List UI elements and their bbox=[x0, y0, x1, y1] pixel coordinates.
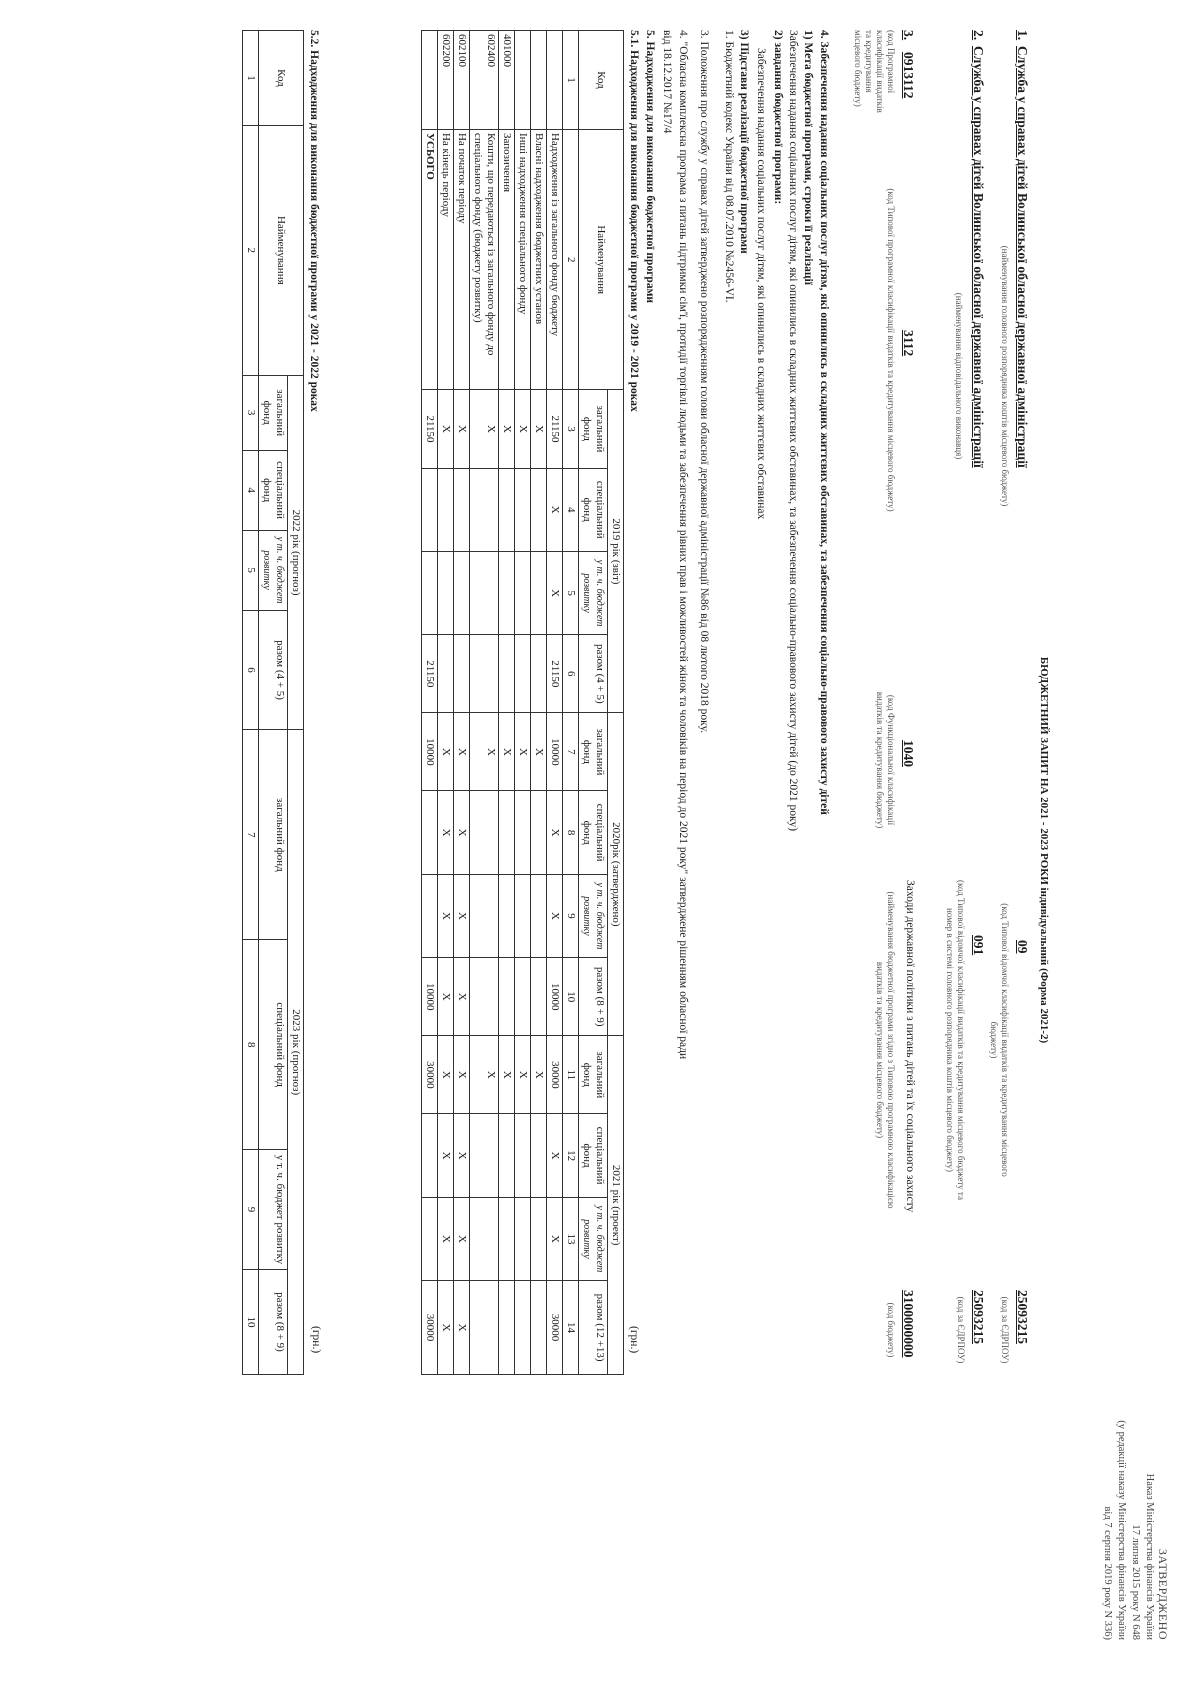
table-cell: X bbox=[454, 874, 470, 957]
section-4-heading: 4. Забезпечення надання соціальних послуг дітям, які опинились в складних життєвих обставинах, та забезпечення соціально-правового захисту дітей bbox=[818, 30, 830, 815]
line-2-code-caption: (код Типової відомчої класифікації видатків та кредитування місцевого бюджету та номер в системі головного розпорядника коштів місцевого бюджету) bbox=[945, 880, 966, 1200]
col-num: 4 bbox=[243, 450, 259, 530]
table-cell: X bbox=[438, 1197, 454, 1280]
line-1 bbox=[990, 30, 1030, 1670]
table-row bbox=[515, 31, 531, 1375]
sub-header-special: спеціальний фонд bbox=[259, 450, 288, 530]
col-num: 5 bbox=[243, 530, 259, 610]
line-3-func-code: 1040 bbox=[901, 740, 916, 767]
line-1-edrpou: 25093215 bbox=[1015, 1290, 1030, 1344]
col-header-2019: 2019 рік (звіт) bbox=[608, 390, 624, 713]
table-cell: X bbox=[499, 713, 515, 791]
table-cell: 10000 bbox=[422, 713, 438, 791]
table-cell bbox=[531, 1281, 547, 1375]
basis-item: 3. Положення про службу у справах дітей затверджено розпорядженням голови обласної державної адміністрації №86 від 08 лютого 2018 року. bbox=[698, 30, 710, 734]
table-cell bbox=[470, 1281, 499, 1375]
table-cell bbox=[531, 635, 547, 713]
table-row bbox=[547, 31, 563, 1375]
col-num: 3 bbox=[563, 390, 579, 468]
sub-header-special: спеціальний фонд bbox=[259, 940, 288, 1150]
table-cell bbox=[499, 791, 515, 874]
sub-header-dev: у т. ч. бюджет розвитку bbox=[579, 874, 608, 957]
table-cell: X bbox=[547, 1114, 563, 1197]
sub-header-dev: у т. ч. бюджет розвитку bbox=[579, 1197, 608, 1280]
table-cell bbox=[531, 874, 547, 957]
table-cell: X bbox=[515, 390, 531, 468]
table-cell bbox=[470, 635, 499, 713]
sub-header-sum: разом (8 + 9) bbox=[259, 1270, 288, 1375]
table-cell: X bbox=[547, 874, 563, 957]
line-3-name: Заходи державної політики з питань дітей та їх соціального захисту bbox=[904, 880, 916, 1213]
col-num: 3 bbox=[243, 375, 259, 450]
approval-line: (у редакції наказу Міністерства фінансів України bbox=[1116, 1420, 1127, 1640]
sub-header-general: загальний фонд bbox=[259, 730, 288, 940]
table-cell bbox=[531, 468, 547, 551]
table-cell bbox=[470, 1114, 499, 1197]
line-3-budget-code: 3100000000 bbox=[901, 1290, 916, 1358]
row-code bbox=[515, 31, 531, 130]
table-cell bbox=[470, 958, 499, 1036]
table-cell bbox=[470, 468, 499, 551]
sub-header-special: спеціальний фонд bbox=[579, 791, 608, 874]
table-cell: X bbox=[438, 390, 454, 468]
sub-header-special: спеціальний фонд bbox=[579, 1114, 608, 1197]
col-header-2023: 2023 рік (прогноз) bbox=[288, 730, 304, 1375]
table-cell: X bbox=[438, 1114, 454, 1197]
table-cell bbox=[454, 635, 470, 713]
row-name: Власні надходження бюджетних установ bbox=[531, 129, 547, 389]
unit-label: (грн.) bbox=[628, 1326, 640, 1354]
sub-header-general: загальний фонд bbox=[259, 375, 288, 450]
line-2-num: 2. bbox=[971, 30, 986, 41]
col-header-2021: 2021 рік (проект) bbox=[608, 1036, 624, 1375]
table-cell bbox=[531, 791, 547, 874]
table-cell: 21150 bbox=[422, 390, 438, 468]
row-name: На початок періоду bbox=[454, 129, 470, 389]
table-cell: X bbox=[454, 1114, 470, 1197]
col-num: 1 bbox=[243, 31, 259, 126]
table-cell: X bbox=[438, 1036, 454, 1114]
table-row bbox=[499, 31, 515, 1375]
table-cell: 30000 bbox=[422, 1036, 438, 1114]
table-cell: X bbox=[547, 551, 563, 634]
table-cell bbox=[515, 1197, 531, 1280]
table-cell bbox=[422, 468, 438, 551]
table-cell bbox=[499, 468, 515, 551]
row-code bbox=[531, 31, 547, 130]
row-code: 602200 bbox=[438, 31, 454, 130]
table-cell bbox=[499, 551, 515, 634]
table-cell bbox=[499, 958, 515, 1036]
table-cell: X bbox=[515, 1036, 531, 1114]
line-1-edrpou-caption: (код за ЄДРПОУ) bbox=[1000, 1296, 1010, 1364]
table-cell bbox=[499, 1197, 515, 1280]
col-num: 2 bbox=[563, 129, 579, 389]
table-cell bbox=[515, 1281, 531, 1375]
table-cell: X bbox=[547, 1197, 563, 1280]
table-cell: X bbox=[454, 1036, 470, 1114]
table-cell: X bbox=[454, 1197, 470, 1280]
section-4-goal-heading: 1) Мета бюджетної програми, строки її реалізації bbox=[802, 30, 814, 285]
row-code: 401000 bbox=[499, 31, 515, 130]
section-4-tasks-heading: 2) завдання бюджетної програми: bbox=[772, 30, 784, 205]
income-table-2019-2021 bbox=[421, 30, 624, 1375]
col-header-2020: 2020рік (затверджено) bbox=[608, 713, 624, 1036]
table-cell bbox=[515, 874, 531, 957]
table-cell: X bbox=[454, 958, 470, 1036]
table-cell: X bbox=[470, 390, 499, 468]
col-num: 6 bbox=[563, 635, 579, 713]
col-num: 2 bbox=[243, 125, 259, 375]
table-cell: X bbox=[531, 1036, 547, 1114]
line-2-code: 091 bbox=[971, 935, 986, 956]
table-cell bbox=[515, 635, 531, 713]
table-cell: X bbox=[454, 390, 470, 468]
table-row bbox=[438, 31, 454, 1375]
table-cell bbox=[422, 791, 438, 874]
column-number-row bbox=[563, 31, 579, 1375]
table-cell: 10000 bbox=[422, 958, 438, 1036]
table-cell: X bbox=[454, 1281, 470, 1375]
section-5-1-heading: 5.1. Надходження для виконання бюджетної програми у 2019 - 2021 роках bbox=[628, 30, 640, 412]
row-code: 602400 bbox=[470, 31, 499, 130]
sub-header-general: загальний фонд bbox=[579, 390, 608, 468]
table-cell bbox=[515, 551, 531, 634]
table-cell bbox=[470, 1197, 499, 1280]
table-cell bbox=[470, 874, 499, 957]
table-cell: X bbox=[454, 791, 470, 874]
table-cell bbox=[499, 635, 515, 713]
section-5-2-heading: 5.2. Надходження для виконання бюджетної програми у 2021 - 2022 роках bbox=[308, 30, 320, 412]
basis-item: 4. "Обласна комплексна програма з питань підтримки сім'ї, протидії торгівлі людьми та забезпечення рівних прав і можливостей жінок та чоловіків на період до 2021 року" затверджене рішенням обласної ради bbox=[677, 30, 689, 1060]
line-1-name-caption: (найменування головного розпорядника коштів місцевого бюджету) bbox=[1000, 245, 1010, 507]
col-num: 4 bbox=[563, 468, 579, 551]
row-name: Запозичення bbox=[499, 129, 515, 389]
sub-header-sum: разом (8 + 9) bbox=[579, 958, 608, 1036]
row-name: УСЬОГО bbox=[422, 129, 438, 389]
table-row bbox=[470, 31, 499, 1375]
table-cell bbox=[454, 468, 470, 551]
col-header-2022: 2022 рік (прогноз) bbox=[288, 375, 304, 730]
col-num: 10 bbox=[243, 1270, 259, 1375]
table-cell: X bbox=[499, 390, 515, 468]
col-num: 13 bbox=[563, 1197, 579, 1280]
approval-stamp bbox=[1100, 1420, 1170, 1640]
table-cell: X bbox=[531, 713, 547, 791]
row-code bbox=[547, 31, 563, 130]
table-cell bbox=[422, 874, 438, 957]
table-cell: X bbox=[438, 874, 454, 957]
table-cell bbox=[454, 551, 470, 634]
table-cell: X bbox=[499, 1036, 515, 1114]
line-3-name-caption: (найменування бюджетної програми згідно з Типовою програмною класифікацією видатків та кредитування місцевого бюджету) bbox=[875, 891, 896, 1209]
income-table-2021-2022 bbox=[242, 30, 304, 1375]
table-cell: 10000 bbox=[547, 958, 563, 1036]
table-cell: 10000 bbox=[547, 713, 563, 791]
col-num: 1 bbox=[563, 31, 579, 130]
col-header-code: Код bbox=[579, 31, 624, 130]
row-name: Інші надходження спеціального фонду bbox=[515, 129, 531, 389]
sub-header-general: загальний фонд bbox=[579, 713, 608, 791]
col-num: 14 bbox=[563, 1281, 579, 1375]
col-num: 10 bbox=[563, 958, 579, 1036]
table-cell: X bbox=[454, 713, 470, 791]
table-cell: X bbox=[470, 713, 499, 791]
table-cell bbox=[499, 1114, 515, 1197]
table-cell bbox=[531, 958, 547, 1036]
table-cell: X bbox=[470, 1036, 499, 1114]
sub-header-sum: разом (4 + 5) bbox=[579, 635, 608, 713]
line-1-code: 09 bbox=[1015, 940, 1030, 954]
row-name: Кошти, що передаються із загального фонду до спеціального фонду (бюджету розвитку) bbox=[470, 129, 499, 389]
line-1-num: 1. bbox=[1015, 30, 1030, 41]
table-cell bbox=[531, 551, 547, 634]
line-2-edrpou-caption: (код за ЄДРПОУ) bbox=[956, 1296, 966, 1364]
table-cell bbox=[531, 1197, 547, 1280]
line-3-budget-code-caption: (код бюджету) bbox=[886, 1302, 896, 1358]
section-4-tasks-text: Забезпечення надання соціальних послуг дітям, які опинились в складних життєвих обставинах bbox=[755, 48, 767, 520]
table-cell: X bbox=[547, 791, 563, 874]
line-2-name-caption: (найменування відповідального виконавця) bbox=[954, 292, 964, 460]
table-cell: 30000 bbox=[547, 1281, 563, 1375]
line-3-type-code: 3112 bbox=[901, 330, 916, 357]
col-num: 9 bbox=[243, 1150, 259, 1270]
sub-header-dev: у т. ч. бюджет розвитку bbox=[579, 551, 608, 634]
table-cell bbox=[422, 1114, 438, 1197]
sub-header-dev: у т. ч. бюджет розвитку bbox=[259, 530, 288, 610]
col-header-code: Код bbox=[259, 31, 304, 126]
col-num: 8 bbox=[563, 791, 579, 874]
approval-line: від 7 серпня 2019 року N 336) bbox=[1102, 1506, 1113, 1640]
col-num: 7 bbox=[563, 713, 579, 791]
line-2-name: Служба у справах дітей Волинської обласної державної адміністрації bbox=[971, 46, 986, 468]
table-cell bbox=[515, 958, 531, 1036]
col-header-name: Найменування bbox=[259, 125, 304, 375]
line-3-prog-code: 0913112 bbox=[901, 52, 916, 99]
unit-label: (грн.) bbox=[310, 1326, 322, 1354]
line-3 bbox=[846, 30, 916, 1670]
sub-header-sum: разом (12 +13) bbox=[579, 1281, 608, 1375]
row-name: Надходження із загального фонду бюджету bbox=[547, 129, 563, 389]
sub-header-general: загальний фонд bbox=[579, 1036, 608, 1114]
table-row bbox=[454, 31, 470, 1375]
table-cell: 21150 bbox=[547, 635, 563, 713]
line-2-edrpou: 25093215 bbox=[971, 1290, 986, 1344]
table-cell: X bbox=[531, 390, 547, 468]
section-4-goal-text: Забезпечення надання соціальних послуг дітям, які опинились в складних життєвих обставинах, та забезпечення соціально-правового захисту дітей (до 2021 року) bbox=[787, 30, 799, 832]
line-1-name: Служба у справах дітей Волинської обласної державної адміністрації bbox=[1015, 46, 1030, 468]
table-cell bbox=[499, 874, 515, 957]
line-3-type-code-caption: (код Типової програмної класифікації видатків та кредитування місцевого бюджету) bbox=[886, 188, 896, 512]
table-cell: X bbox=[438, 713, 454, 791]
approval-line: 17 липня 2015 року N 648 bbox=[1130, 1524, 1141, 1640]
line-3-func-code-caption: (код Функціональної класифікації видатків та кредитування бюджету) bbox=[875, 691, 896, 829]
table-cell bbox=[515, 791, 531, 874]
table-cell bbox=[438, 551, 454, 634]
col-num: 5 bbox=[563, 551, 579, 634]
row-name: На кінець періоду bbox=[438, 129, 454, 389]
approval-heading: ЗАТВЕРДЖЕНО bbox=[1156, 1548, 1170, 1640]
col-num: 7 bbox=[243, 730, 259, 940]
table-cell: 30000 bbox=[422, 1281, 438, 1375]
sub-header-sum: разом (4 + 5) bbox=[259, 610, 288, 730]
line-3-num: 3. bbox=[901, 30, 916, 41]
table-cell bbox=[422, 551, 438, 634]
table-cell: 30000 bbox=[547, 1036, 563, 1114]
approval-line: Наказ Міністерства фінансів України bbox=[1144, 1473, 1155, 1640]
table-cell bbox=[515, 1114, 531, 1197]
basis-item: від 18.12.2017 №17/4 bbox=[661, 30, 673, 134]
rotated-document-page bbox=[18, 20, 1178, 1680]
line-1-code-caption: (код Типової відомчої класифікації видатків та кредитування місцевого бюджету) bbox=[989, 903, 1010, 1177]
line-3-prog-code-caption: (код Програмної класифікації видатків та кредитування місцевого бюджету) bbox=[853, 30, 896, 113]
table-cell bbox=[470, 551, 499, 634]
col-header-name: Найменування bbox=[579, 129, 624, 389]
document-title: БЮДЖЕТНИЙ ЗАПИТ НА 2021 - 2023 РОКИ індивідуальний (Форма 2021-2) bbox=[1038, 656, 1050, 1044]
table-cell: X bbox=[438, 1281, 454, 1375]
table-cell bbox=[470, 791, 499, 874]
table-cell bbox=[438, 468, 454, 551]
table-cell: X bbox=[547, 468, 563, 551]
table-cell: 21150 bbox=[422, 635, 438, 713]
section-4-basis-heading: 3) Підстави реалізації бюджетної програми bbox=[738, 30, 750, 254]
sub-header-special: спеціальний фонд bbox=[579, 468, 608, 551]
row-code bbox=[422, 31, 438, 130]
table-cell: X bbox=[438, 958, 454, 1036]
table-cell bbox=[438, 635, 454, 713]
col-num: 9 bbox=[563, 874, 579, 957]
row-code: 602100 bbox=[454, 31, 470, 130]
sub-header-dev: у т. ч. бюджет розвитку bbox=[259, 1150, 288, 1270]
table-cell bbox=[422, 1197, 438, 1280]
section-5-heading: 5. Надходження для виконання бюджетної програми bbox=[644, 30, 656, 304]
table-cell bbox=[499, 1281, 515, 1375]
column-number-row bbox=[243, 31, 259, 1375]
table-cell: 21150 bbox=[547, 390, 563, 468]
col-num: 8 bbox=[243, 940, 259, 1150]
col-num: 11 bbox=[563, 1036, 579, 1114]
table-cell bbox=[515, 468, 531, 551]
table-cell: X bbox=[515, 713, 531, 791]
table-row bbox=[422, 31, 438, 1375]
col-num: 12 bbox=[563, 1114, 579, 1197]
table-row bbox=[531, 31, 547, 1375]
table-cell bbox=[531, 1114, 547, 1197]
line-2 bbox=[926, 30, 986, 1670]
table-cell: X bbox=[438, 791, 454, 874]
basis-item: 1. Бюджетний кодекс України від 08.07.2010 №2456-VI. bbox=[723, 30, 735, 303]
col-num: 6 bbox=[243, 610, 259, 730]
